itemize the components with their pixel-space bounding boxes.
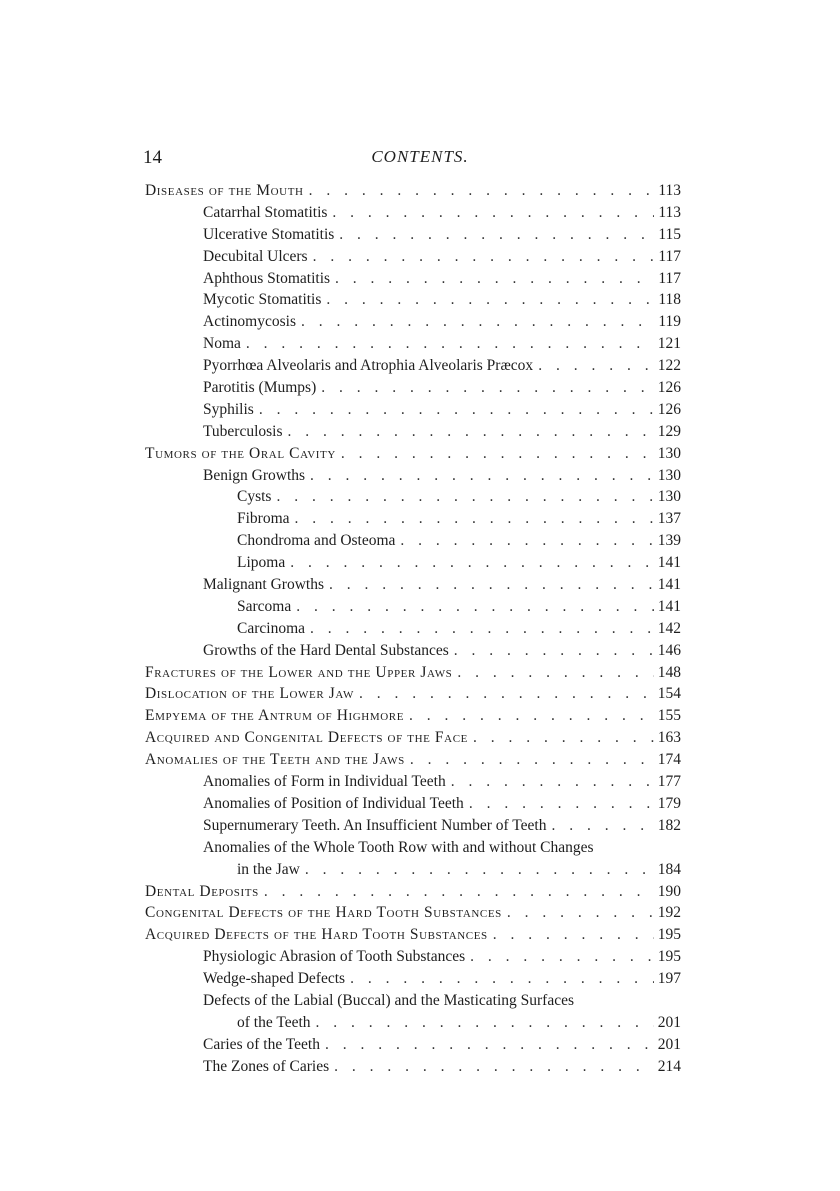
toc-entry-page: 192: [657, 904, 681, 922]
toc-entry: [145, 224, 681, 246]
toc-entry-page: 201: [657, 1013, 681, 1031]
dot-leader: [457, 662, 654, 684]
toc-entry-page: 174: [657, 751, 681, 769]
dot-leader: [246, 333, 654, 355]
toc-entry: [145, 202, 681, 224]
dot-leader: [305, 859, 654, 881]
toc-entry: [145, 881, 681, 903]
toc-entry-title: of the Teeth: [237, 1013, 311, 1031]
toc-entry-title: Pyorrhœa Alveolaris and Atrophia Alveolaris Præcox: [203, 357, 534, 375]
toc-entry: [145, 596, 681, 618]
toc-entry-title: Anomalies of the Teeth and the Jaws: [145, 751, 405, 769]
toc-entry-title: Acquired Defects of the Hard Tooth Substances: [145, 926, 488, 944]
toc-entry-title: Chondroma and Osteoma: [237, 532, 396, 550]
dot-leader: [296, 596, 654, 618]
toc-entry-page: 195: [657, 926, 681, 944]
toc-entry: [145, 662, 681, 684]
toc-entry: [145, 924, 681, 946]
toc-entry: [145, 486, 681, 508]
toc-entry-title: Fractures of the Lower and the Upper Jaws: [145, 663, 453, 681]
dot-leader: [326, 289, 654, 311]
toc-entry: [145, 727, 681, 749]
toc-entry-page: 118: [658, 291, 681, 309]
toc-entry-page: 184: [657, 860, 681, 878]
toc-entry-title: Defects of the Labial (Buccal) and the Masticating Surfaces: [203, 991, 574, 1009]
dot-leader: [410, 749, 654, 771]
dot-leader: [310, 465, 654, 487]
dot-leader: [473, 727, 654, 749]
toc-entry: [145, 530, 681, 552]
toc-entry: [145, 771, 681, 793]
dot-leader: [339, 224, 654, 246]
toc-entry-title: Tumors of the Oral Cavity: [145, 444, 336, 462]
toc-entry: [145, 1012, 681, 1034]
toc-entry-title: Anomalies of Position of Individual Teeth: [203, 794, 464, 812]
dot-leader: [325, 1034, 654, 1056]
dot-leader: [313, 246, 654, 268]
dot-leader: [454, 640, 654, 662]
toc-entry-title: Mycotic Stomatitis: [203, 291, 322, 309]
dot-leader: [409, 705, 654, 727]
toc-entry: [145, 968, 681, 990]
toc-entry: [145, 1034, 681, 1056]
toc-entry-page: 129: [657, 422, 681, 440]
toc-entry-page: 119: [658, 313, 681, 331]
toc-entry: [145, 815, 681, 837]
toc-entry-page: 142: [657, 619, 681, 637]
dot-leader: [332, 202, 654, 224]
toc-entry-page: 141: [657, 554, 681, 572]
toc-entry-title: Syphilis: [203, 400, 254, 418]
toc-entry-page: 115: [658, 225, 681, 243]
toc-entry-title: Acquired and Congenital Defects of the Face: [145, 729, 468, 747]
toc-entry-page: 148: [657, 663, 681, 681]
toc-entry-title: Noma: [203, 335, 241, 353]
dot-leader: [538, 355, 654, 377]
dot-leader: [469, 793, 654, 815]
dot-leader: [276, 486, 654, 508]
toc-entry-page: 163: [657, 729, 681, 747]
toc-entry-page: 130: [657, 466, 681, 484]
toc-entry-title: Dislocation of the Lower Jaw: [145, 685, 355, 703]
page-number: 14: [143, 147, 162, 168]
toc-entry-title: Cysts: [237, 488, 272, 506]
dot-leader: [400, 530, 654, 552]
dot-leader: [341, 443, 654, 465]
toc-entry-page: 126: [657, 400, 681, 418]
toc-entry-title: Ulcerative Stomatitis: [203, 225, 335, 243]
dot-leader: [321, 377, 654, 399]
toc-entry-title: Diseases of the Mouth: [145, 182, 304, 199]
toc-entry-page: 126: [657, 379, 681, 397]
toc-entry: [145, 749, 681, 771]
running-head: CONTENTS.: [371, 147, 469, 166]
toc-entry-page: 190: [657, 882, 681, 900]
toc-entry-title: Supernumerary Teeth. An Insufficient Number of Teeth: [203, 816, 547, 834]
toc-entry-title: Congenital Defects of the Hard Tooth Substances: [145, 904, 502, 922]
toc-entry: [145, 311, 681, 333]
toc-entry: [145, 683, 681, 705]
table-of-contents: [145, 180, 681, 1078]
toc-entry-title: Lipoma: [237, 554, 286, 572]
toc-entry-title: Actinomycosis: [203, 313, 296, 331]
dot-leader: [309, 180, 654, 202]
toc-entry: [145, 399, 681, 421]
toc-entry-page: 117: [658, 269, 681, 287]
toc-entry-page: 113: [658, 182, 681, 199]
dot-leader: [470, 946, 654, 968]
dot-leader: [493, 924, 654, 946]
dot-leader: [507, 902, 654, 924]
toc-entry-page: 141: [657, 597, 681, 615]
toc-entry: [145, 246, 681, 268]
toc-entry: [145, 377, 681, 399]
toc-entry: [145, 705, 681, 727]
toc-entry: [145, 990, 681, 1012]
toc-entry-title: Empyema of the Antrum of Highmore: [145, 707, 405, 725]
toc-entry-page: 214: [657, 1057, 681, 1075]
toc-entry: [145, 640, 681, 662]
toc-entry-page: 155: [657, 707, 681, 725]
dot-leader: [316, 1012, 654, 1034]
toc-entry-page: 195: [657, 948, 681, 966]
toc-entry-page: 130: [657, 488, 681, 506]
toc-entry-title: in the Jaw: [237, 860, 300, 878]
toc-entry-title: Tuberculosis: [203, 422, 283, 440]
toc-entry-page: 122: [657, 357, 681, 375]
dot-leader: [310, 618, 654, 640]
toc-entry: [145, 421, 681, 443]
toc-entry: [145, 946, 681, 968]
toc-entry-title: The Zones of Caries: [203, 1057, 330, 1075]
dot-leader: [451, 771, 654, 793]
toc-entry-page: 201: [657, 1035, 681, 1053]
toc-entry-title: Parotitis (Mumps): [203, 379, 317, 397]
toc-entry-page: 139: [657, 532, 681, 550]
dot-leader: [350, 968, 654, 990]
toc-entry: [145, 465, 681, 487]
dot-leader: [295, 508, 654, 530]
dot-leader: [551, 815, 654, 837]
toc-entry: [145, 859, 681, 881]
dot-leader: [264, 881, 654, 903]
toc-entry-page: 117: [658, 247, 681, 265]
toc-entry-page: 197: [657, 970, 681, 988]
toc-entry-title: Decubital Ulcers: [203, 247, 308, 265]
toc-entry-title: Benign Growths: [203, 466, 306, 484]
toc-entry-title: Wedge-shaped Defects: [203, 970, 346, 988]
toc-entry-title: Malignant Growths: [203, 576, 324, 594]
toc-entry: [145, 289, 681, 311]
toc-entry: [145, 793, 681, 815]
dot-leader: [334, 1056, 654, 1078]
toc-entry-page: 179: [657, 794, 681, 812]
toc-entry: [145, 443, 681, 465]
dot-leader: [359, 683, 654, 705]
toc-entry: [145, 552, 681, 574]
dot-leader: [288, 421, 654, 443]
toc-entry: [145, 574, 681, 596]
toc-entry-title: Dental Deposits: [145, 882, 259, 900]
toc-entry-title: Physiologic Abrasion of Tooth Substances: [203, 948, 466, 966]
toc-entry-title: Caries of the Teeth: [203, 1035, 320, 1053]
toc-entry-title: Fibroma: [237, 510, 290, 528]
toc-entry-page: 113: [658, 203, 681, 221]
toc-entry: [145, 355, 681, 377]
toc-entry: [145, 333, 681, 355]
dot-leader: [329, 574, 654, 596]
toc-entry-page: 146: [657, 641, 681, 659]
toc-entry-page: 182: [657, 816, 681, 834]
toc-entry-page: 177: [657, 773, 681, 791]
dot-leader: [301, 311, 654, 333]
toc-entry-page: 137: [657, 510, 681, 528]
toc-entry-page: 121: [657, 335, 681, 353]
dot-leader: [290, 552, 654, 574]
toc-entry-title: Aphthous Stomatitis: [203, 269, 331, 287]
toc-entry: [145, 902, 681, 924]
dot-leader: [335, 268, 654, 290]
toc-entry: [145, 837, 681, 859]
toc-entry-title: Growths of the Hard Dental Substances: [203, 641, 449, 659]
toc-entry-page: 154: [657, 685, 681, 703]
toc-entry-title: Anomalies of Form in Individual Teeth: [203, 773, 446, 791]
toc-entry-page: 130: [657, 444, 681, 462]
toc-entry-page: 141: [657, 576, 681, 594]
toc-entry-title: Anomalies of the Whole Tooth Row with and without Changes: [203, 838, 594, 856]
toc-entry: [145, 268, 681, 290]
toc-entry-title: Sarcoma: [237, 597, 292, 615]
toc-entry: [145, 618, 681, 640]
toc-entry: [145, 180, 681, 202]
toc-entry: [145, 1056, 681, 1078]
toc-entry: [145, 508, 681, 530]
dot-leader: [259, 399, 654, 421]
toc-entry-title: Catarrhal Stomatitis: [203, 203, 328, 221]
toc-entry-title: Carcinoma: [237, 619, 306, 637]
